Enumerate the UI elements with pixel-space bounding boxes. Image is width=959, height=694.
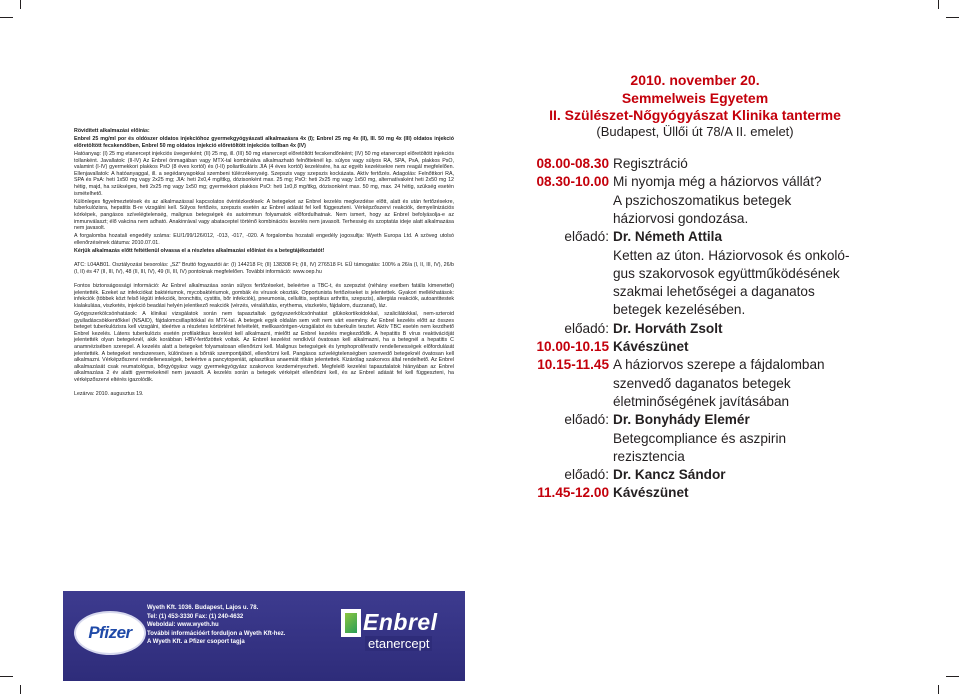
crop-mark bbox=[946, 17, 959, 18]
session-text: szenvedő daganatos betegek bbox=[613, 375, 791, 391]
session-text: életminőségének javításában bbox=[613, 393, 790, 409]
enbrel-logo-text: Enbrel bbox=[363, 609, 438, 635]
company-line: További információért forduljon a Wyeth Kft-hez. bbox=[147, 630, 286, 637]
prescribing-information bbox=[74, 128, 454, 399]
etanercept-logo-text: etanercept bbox=[365, 636, 432, 651]
crop-mark bbox=[938, 685, 939, 694]
session-text: A pszichoszomatikus betegek bbox=[613, 192, 792, 208]
event-venue: Semmelweis Egyetem bbox=[621, 90, 769, 106]
crop-mark bbox=[20, 685, 21, 694]
session-text: Regisztráció bbox=[613, 156, 688, 171]
crop-mark bbox=[0, 17, 13, 18]
speaker-name: Dr. Horváth Zsolt bbox=[613, 320, 723, 336]
event-address: (Budapest, Üllői út 78/A II. emelet) bbox=[596, 124, 794, 139]
event-clinic: II. Szülészet-Nőgyógyászat Klinika tanterme bbox=[549, 107, 841, 123]
speaker-label: előadó: bbox=[564, 412, 609, 428]
session-text: Ketten az úton. Háziorvosok és onkoló- bbox=[613, 247, 850, 263]
session-text: Kávészünet bbox=[613, 485, 689, 501]
pi-paragraph: Gyógyszerkölcsönhatások: A klinikai vizsgálatok során nem tapasztaltak gyógyszerkölcsönhatást glükokortikoidokkal, szalicilátokkal, nem-szteroid gyulladáscsökkentőkkel (NSAID), fájdalomcsillapítókkal és MTX-tal. A betegek egyik oldalán sem volt nem várt esemény. Az Enbrel kezelés előtt az összes beteget tuberkulózisra kell vizsgálni, ideértve a részletes kórtörténet felvételét, mellkasröntgen-vizsgálatot és tuberkulin tesztet. Aktív TBC esetén nem kezdhető Enbrel kezelés. Látens tuberkulózis esetén profilaktikus kezelést kell alkalmazni, mielőtt az Enbrel kezelés megkezdődik. A hepatitis B vírus reaktivációját jelentették olyan betegeknél, akik korábban HBV-fertőzöttek voltak. Az Enbrel kezelést rendkívül óvatosan kell alkalmazni, ha a betegnél a hepatitis C anamnézisében szerepel. A kezelés alatt a betegeket folyamatosan ellenőrizni kell. Malignus betegségek és lymphoproliferatív rendellenességek előfordulását jelentették. A betegeket rendszeresen, különösen a bőrrák szempontjából, ellenőrizni kell. Pangásos szívelégtelenségben szenvedő betegeknél óvatosan kell alkalmazni. Vérképzőszervi rendellenességek, beleértve a pancytopeniát, aplasztikus anaemiát ritkán jelentettek. Kizárólag szakorvos által rendelhető. Az Enbrel alkalmazását csak reumatológus, bőrgyógyász vagy gyermekgyógyász szakorvos kezdeményezheti. Megfelelő kezelési tapasztalatok hiányában az Enbrel alkalmazása 2 év alatti gyermekeknél nem javasolt. A kezelés során a betegek vérképét ellenőrizni kell, és az Enbrel adását fel kell függeszteni, ha vérképzőszervi eltérés igazolódik. bbox=[74, 311, 454, 383]
pfizer-logo-text: Pfizer bbox=[88, 623, 132, 642]
pi-paragraph: Enbrel 25 mg/ml por és oldószer oldatos injekcióhoz gyermekgyógyászati alkalmazásra 4x (I); Enbrel 25 mg 4x (II), III. 50 mg 4x (III) oldatos injekció előretöltött fecskendőben, Enbrel 50 mg oldatos injekció előretöltött injekciós tollban 4x (IV) bbox=[74, 136, 454, 149]
revision-date: Lezárva: 2010. augusztus 19. bbox=[74, 391, 144, 398]
pi-paragraph: ATC: L04AB01. Osztályozási besorolás: „SZ” Bruttó fogyasztói ár: (I) 144218 Ft; (II) 138308 Ft; (III, IV) 276518 Ft. EÜ támogatás: 100% a 26/a (I, II, III, IV), 26/b (I, II) és 47 (II, III, IV), 48 (II, III, IV), 49 (II, III, IV) pontoknak megfelelően. További információ: www.oep.hu bbox=[74, 262, 454, 275]
session-text: gus szakorvosok együttműködésének bbox=[613, 265, 840, 281]
event-date: 2010. november 20. bbox=[630, 72, 760, 88]
crop-mark bbox=[938, 0, 939, 9]
time-slot: 08.30-10.00 bbox=[536, 174, 609, 190]
speaker-name: Dr. Kancz Sándor bbox=[613, 467, 726, 483]
session-text: Mi nyomja még a háziorvos vállát? bbox=[613, 174, 822, 190]
time-slot: 10.15-11.45 bbox=[537, 357, 609, 373]
pi-paragraph: Különleges figyelmeztetések és az alkalmazással kapcsolatos óvintézkedések: A betegeket az Enbrel kezelés megkezdése előtt, alatt és után fertőzésekre, tuberkulózisra, hepatitis B-re vizsgálni kell. Súlyos fertőzés, szepszis esetén az Enbrel adását fel kell függeszteni. Vérképzőszervi reakciók, demyelinizációs kórképek, pangásos szívelégtelenség, malignus betegségek és autoimmun folyamatok előfordulhatnak. Nem ismert, hogy az Enbrel befolyásolja-e az immunválaszt; élő vakcina nem adható. Anakinrával vagy abataceptel történő kombinációs kezelés nem javasolt. Terhesség és szoptatás ideje alatt alkalmazása nem javasolt. bbox=[74, 198, 454, 232]
speaker-label: előadó: bbox=[564, 467, 609, 483]
company-contact bbox=[147, 604, 317, 647]
session-text: Kávészünet bbox=[613, 339, 689, 354]
speaker-name: Dr. Bonyhády Elemér bbox=[613, 412, 750, 428]
pi-paragraph: Kérjük alkalmazás előtt feltétlenül olvassa el a részletes alkalmazási előírást és a betegtájékoztatót! bbox=[74, 248, 325, 255]
pi-paragraph: Rövidített alkalmazási előírás: bbox=[74, 128, 150, 134]
speaker-label: előadó: bbox=[564, 229, 609, 245]
crop-mark bbox=[0, 676, 13, 677]
crop-mark bbox=[946, 676, 959, 677]
company-footer bbox=[63, 591, 465, 681]
speaker-name: Dr. Németh Attila bbox=[613, 229, 723, 245]
company-line: Tel: (1) 453-3330 Fax: (1) 240-4632 bbox=[147, 613, 244, 620]
pi-paragraph: Fontos biztonságossági információ: Az Enbrel alkalmazása során súlyos fertőzéseket, beleértve a TBC-t, és szepszist (néhány esetben fatális kimenettel) jelentették. Ezeket az infekciókat baktériumok, mycobaktériumok, gombák és vírusok okozták. Opportunista fertőzéseket is jelentettek. Gyakori mellékhatások: infekciók (többek közt felső légúti infekciók, bronchitis, cystitis, bőr infekciók), pneumonia, cellulitis, septikus arthritis, szepszis), allergiás reakciók, autoantitestek kialakulása, viszketés, injekció beadási helyén jelentkező reakciók (vérzés, véraláfutás, erythema, viszketés, fájdalom, duzzanat), láz. bbox=[74, 283, 454, 309]
enbrel-advert-page bbox=[63, 118, 465, 681]
company-line: Wyeth Kft. 1036. Budapest, Lajos u. 78. bbox=[147, 605, 259, 611]
session-text: háziorvosi gondozása. bbox=[613, 210, 749, 226]
pi-paragraph: Hatóanyag: (I) 25 mg etanercept injekciós üvegenként; (II) 25 mg, ill. (III) 50 mg etanercept előretöltött fecskendőnként; (IV) 50 mg etanercept előretöltött injekciós tollanként. Javallatok: (II-IV) Az Enbrel önmagában vagy MTX-tal kombinálva alkalmazható felnőtteknél kp. súlyos vagy súlyos RA, SPA, PsA, plakkos PsO, valamint (I-IV) gyermekkori plakkos PsO (8 éves kortól) és (I-II) poliartikuláris JIA (4 éves kortól) kezelésére, ha az egyéb kezelésekre nem reagál megfelelően. Ellenjavallatok: A hatóanyaggal, ill. a segédanyagokkal szembeni túlérzékenység. Szepszis vagy szepszis kockázata. Aktív fertőzés. Adagolás: Felnőttkori RA, SPA és PsA: heti 1x50 mg vagy 2x25 mg; JIA: heti 2x0,4 mg/ttkg, dózisonként max. 25 mg; PsO: heti 2x25 mg vagy 1x50 mg, alternatívaként heti 2x50 mg 12 hétig, majd, ha szükséges, heti 2x25 mg vagy 1x50 mg; gyermekkori plakkos PsO: heti 1x0,8 mg/ttkg, dózisonként max. 50 mg, max. 24 hétig, szükség esetén ismételhető. bbox=[74, 150, 454, 197]
enbrel-logo bbox=[341, 609, 459, 655]
time-slot: 10.00-10.15 bbox=[536, 339, 609, 354]
company-line: A Wyeth Kft. a Pfizer csoport tagja bbox=[147, 639, 245, 646]
enbrel-logo-mark bbox=[341, 609, 361, 637]
pi-paragraph: A forgalomba hozatali engedély száma: EU/1/99/126/012, -013, -017, -020. A forgalomba hozatali engedély jogosultja: Wyeth Europa Ltd. A szöveg utolsó ellenőrzésének dátuma: 2010.07.01. bbox=[74, 233, 454, 246]
session-text: betegek kezelésében. bbox=[613, 302, 746, 318]
session-text: szakmai lehetőségei a daganatos bbox=[613, 284, 815, 300]
pfizer-logo bbox=[74, 611, 146, 655]
session-text: A háziorvos szerepe a fájdalomban bbox=[613, 357, 825, 373]
company-line: Weboldal: www.wyeth.hu bbox=[147, 622, 219, 629]
time-slot: 08.00-08.30 bbox=[536, 156, 609, 171]
session-text: rezisztencia bbox=[613, 448, 685, 464]
speaker-label: előadó: bbox=[564, 320, 609, 336]
session-text: Betegcompliance és aszpirin bbox=[613, 430, 787, 446]
crop-mark bbox=[20, 0, 21, 9]
time-slot: 11.45-12.00 bbox=[537, 485, 609, 501]
